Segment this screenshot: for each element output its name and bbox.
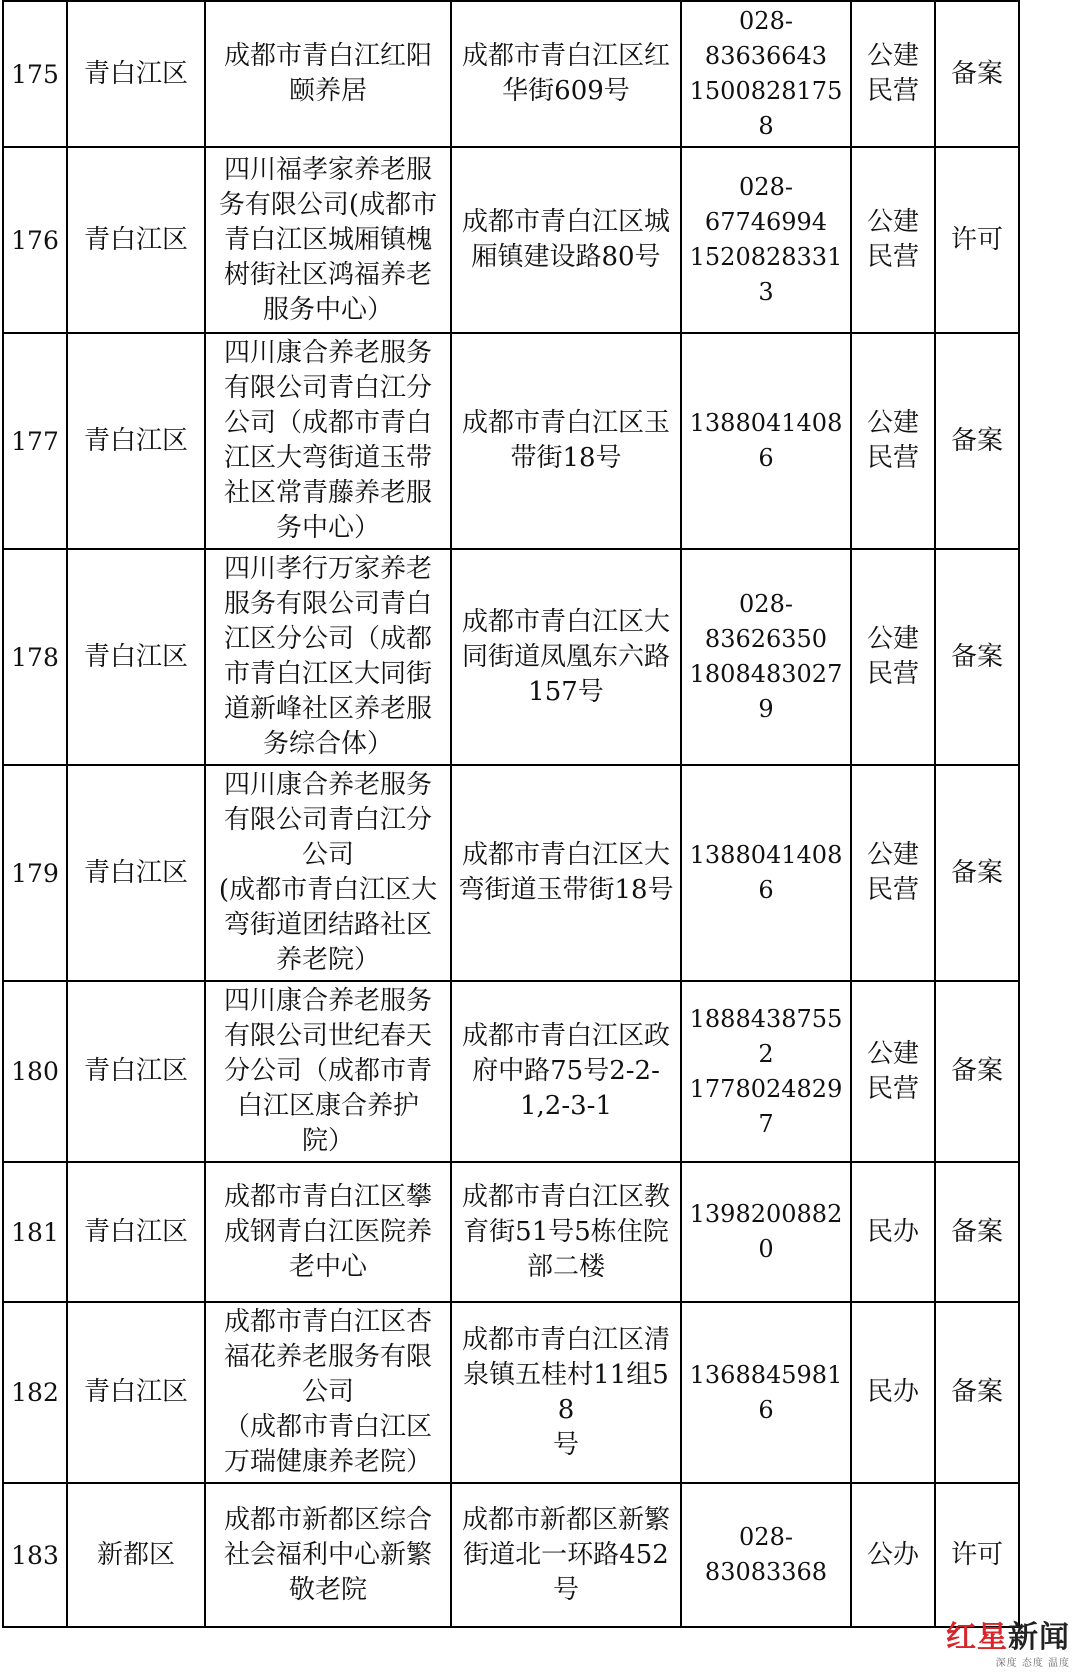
district-cell: 青白江区 [67,333,205,549]
row-number: 180 [3,981,67,1162]
institution-name-cell-line: 四川康合养老服务 [223,338,432,368]
institution-name-cell-line: 服务有限公司青白 [223,589,432,619]
table-body [3,1,1019,1627]
nature-cell-line: 公建 [866,207,919,237]
phone-cell-line: 83626350 [704,625,828,653]
institution-name-cell-line: 社会福利中心新繁 [223,1539,432,1570]
phone-cell-line: 83636643 [704,42,828,70]
institution-name-cell-line: 树街社区鸿福养老 [223,259,432,290]
row-number: 175 [3,1,67,147]
nature-cell-line: 公办 [866,1539,919,1570]
address-cell-line: 成都市青白江区大 [461,840,670,870]
address-cell-line: 成都市青白江区大 [461,606,670,637]
phone-cell [681,981,851,1162]
institution-name-cell [205,1302,451,1483]
institution-name-cell-line: 万瑞健康养老院） [223,1447,432,1477]
district-cell: 青白江区 [67,1,205,147]
nature-cell-line: 民办 [866,1377,919,1407]
phone-cell [681,1162,851,1302]
phone-cell-line: 028- [739,590,793,618]
status-cell: 备案 [935,981,1019,1162]
institution-name-cell-line: 弯街道团结路社区 [223,910,432,940]
address-cell-line: 育街51号5栋住院 [463,1216,669,1247]
row-number: 181 [3,1162,67,1302]
institution-name-cell [205,147,451,333]
nature-cell [851,147,935,333]
table-row [3,147,1019,333]
institution-name-cell-line: 分公司（成都市青 [223,1056,432,1086]
address-cell-line: 成都市青白江区清 [461,1324,670,1355]
nature-cell-line: 公建 [866,41,919,71]
status-cell: 备案 [935,333,1019,549]
institution-name-cell-line: 务有限公司(成都市 [218,189,438,220]
phone-cell [681,549,851,765]
institution-name-cell-line: 四川福孝家养老服 [223,154,432,185]
nature-cell-line: 公建 [866,624,919,654]
phone-cell-line: 17780248297 [689,1074,843,1138]
address-cell-line: 1,2-3-1 [519,1091,612,1121]
institution-name-cell [205,1,451,147]
nature-cell-line: 公建 [866,840,919,870]
watermark-brand-red: 红星 [946,1620,1008,1655]
phone-cell-line: 18884387552 [689,1004,843,1068]
institution-name-cell-line: 公司 [301,840,354,870]
address-cell-line: 带街18号 [510,443,622,473]
institution-name-cell-line: 市青白江区大同街 [223,659,432,689]
district-cell: 青白江区 [67,549,205,765]
nature-cell-line: 民营 [866,875,919,905]
address-cell [451,333,681,549]
address-cell-line: 弯街道玉带街18号 [458,875,674,905]
nature-cell-line: 民营 [866,443,919,473]
institution-name-cell-line: 四川康合养老服务 [223,986,432,1016]
status-cell: 备案 [935,1302,1019,1483]
phone-cell-line: 15008281758 [689,77,843,140]
institution-name-cell-line: 服务中心） [262,294,393,325]
phone-cell-line: 13688459816 [689,1360,843,1424]
phone-cell [681,147,851,333]
phone-cell [681,333,851,549]
district-cell: 青白江区 [67,765,205,981]
institution-name-cell-line: 公司 [301,1377,354,1407]
status-cell: 备案 [935,1162,1019,1302]
address-cell-line: 成都市青白江区城 [461,207,670,237]
nature-cell [851,1,935,147]
institution-name-cell-line: 成都市青白江红阳 [223,41,432,71]
address-cell-line: 府中路75号2-2- [472,1056,660,1086]
watermark-logo [946,1622,1070,1654]
address-cell-line: 成都市青白江区玉 [461,408,670,438]
row-number: 178 [3,549,67,765]
status-cell: 备案 [935,765,1019,981]
nature-cell-line: 民营 [866,1073,919,1104]
institution-name-cell-line: 道新峰社区养老服 [223,694,432,724]
institution-name-cell-line: 老中心 [288,1251,367,1282]
phone-cell-line: 028- [739,7,793,35]
institution-name-cell [205,765,451,981]
nature-cell-line: 公建 [866,408,919,438]
phone-cell-line: 028- [739,173,793,201]
institution-name-cell-line: 白江区康合养护 [236,1091,419,1121]
status-cell: 许可 [935,1483,1019,1627]
institution-name-cell-line: 四川康合养老服务 [223,770,432,800]
institution-name-cell [205,1162,451,1302]
institution-name-cell-line: 成钢青白江医院养 [223,1216,432,1247]
district-cell: 青白江区 [67,981,205,1162]
table-row [3,981,1019,1162]
address-cell-line: 成都市青白江区红 [461,41,670,71]
table-row [3,1302,1019,1483]
phone-cell-line: 67746994 [704,208,828,236]
institution-name-cell-line: 成都市青白江区杏 [223,1307,432,1337]
status-cell: 备案 [935,1,1019,147]
phone-cell [681,765,851,981]
institution-name-cell [205,981,451,1162]
institution-name-cell [205,1483,451,1627]
table-row [3,1162,1019,1302]
hongxing-news-watermark [946,1622,1070,1669]
address-cell [451,1162,681,1302]
address-cell-line: 街道北一环路452 [463,1539,669,1570]
address-cell-line: 成都市青白江区教 [461,1181,670,1212]
institution-name-cell-line: 江区大弯街道玉带 [223,443,432,473]
phone-cell [681,1483,851,1627]
row-number: 177 [3,333,67,549]
address-cell [451,765,681,981]
address-cell-line: 157号 [528,676,604,707]
district-cell: 青白江区 [67,1302,205,1483]
table-row [3,333,1019,549]
institution-name-cell [205,549,451,765]
phone-cell-line: 13880414086 [689,841,843,904]
table-row [3,549,1019,765]
row-number: 182 [3,1302,67,1483]
nature-cell [851,1162,935,1302]
address-cell [451,1483,681,1627]
address-cell-line: 泉镇五桂村11组58 [463,1359,669,1425]
address-cell [451,1,681,147]
institution-name-cell-line: 成都市青白江区攀 [223,1181,432,1212]
institution-name-cell-line: 有限公司青白江分 [223,805,432,835]
institution-name-cell-line: 四川孝行万家养老 [223,554,432,584]
address-cell-line: 号 [552,1574,579,1605]
address-cell-line: 厢镇建设路80号 [471,242,661,272]
address-cell-line: 号 [552,1429,579,1460]
phone-cell-line: 13880414086 [689,409,843,472]
institution-name-cell-line: 江区分公司（成都 [223,624,432,654]
phone-cell-line: 15208283313 [689,243,843,306]
nature-cell [851,765,935,981]
phone-cell-line: 83083368 [704,1558,828,1586]
address-cell [451,981,681,1162]
phone-cell-line: 028- [739,1523,793,1551]
address-cell-line: 部二楼 [526,1251,605,1282]
nature-cell-line: 公建 [866,1038,919,1069]
address-cell-line: 华街609号 [502,76,630,106]
institution-name-cell-line: 养老院） [275,945,380,975]
institution-name-cell-line: 有限公司青白江分 [223,373,432,403]
address-cell-line: 成都市青白江区政 [461,1021,670,1051]
status-cell: 许可 [935,147,1019,333]
row-number: 176 [3,147,67,333]
institution-name-cell-line: 社区常青藤养老服 [223,478,432,508]
row-number: 179 [3,765,67,981]
institution-name-cell-line: 成都市新都区综合 [223,1504,432,1535]
table-row [3,765,1019,981]
address-cell [451,1302,681,1483]
institution-name-cell-line: （成都市青白江区 [223,1412,432,1442]
district-cell: 新都区 [67,1483,205,1627]
district-cell: 青白江区 [67,1162,205,1302]
institution-table [2,0,1020,1628]
institution-name-cell-line: 敬老院 [288,1574,367,1605]
watermark-slogan: 深度 态度 温度 [995,1658,1070,1669]
table-row [3,1,1019,147]
status-cell: 备案 [935,549,1019,765]
institution-name-cell-line: (成都市青白江区大 [218,875,438,905]
address-cell [451,147,681,333]
institution-name-cell-line: 颐养居 [288,76,367,106]
institution-name-cell-line: 福花养老服务有限 [223,1342,432,1372]
nature-cell-line: 民办 [866,1216,919,1247]
row-number: 183 [3,1483,67,1627]
address-cell [451,549,681,765]
nature-cell-line: 民营 [866,76,919,106]
institution-name-cell-line: 务综合体） [262,729,393,759]
address-cell-line: 同街道凤凰东六路 [461,641,670,672]
institution-name-cell [205,333,451,549]
nature-cell [851,1302,935,1483]
institution-name-cell-line: 院） [301,1126,354,1156]
table-row [3,1483,1019,1627]
nature-cell [851,981,935,1162]
institution-name-cell-line: 青白江区城厢镇槐 [223,224,432,255]
watermark-brand-dark: 新闻 [1008,1620,1070,1655]
nature-cell-line: 民营 [866,659,919,689]
institution-name-cell-line: 务中心） [275,513,380,543]
phone-cell [681,1,851,147]
nature-cell [851,549,935,765]
nature-cell [851,333,935,549]
institution-name-cell-line: 公司（成都市青白 [223,408,432,438]
address-cell-line: 成都市新都区新繁 [461,1504,670,1535]
nature-cell [851,1483,935,1627]
phone-cell-line: 18084830279 [689,660,843,723]
nature-cell-line: 民营 [866,242,919,272]
district-cell: 青白江区 [67,147,205,333]
phone-cell [681,1302,851,1483]
phone-cell-line: 13982008820 [689,1200,843,1263]
institution-name-cell-line: 有限公司世纪春天 [223,1021,432,1051]
